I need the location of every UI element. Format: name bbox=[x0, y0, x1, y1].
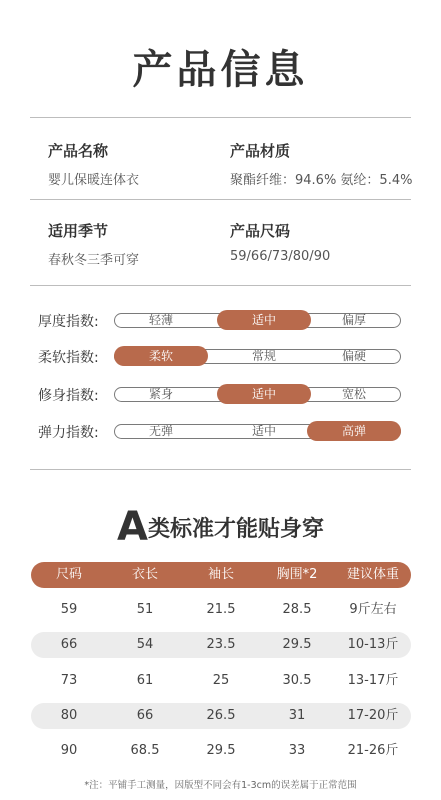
size-headline bbox=[0, 504, 441, 550]
headline-text: 类标准才能贴身穿 bbox=[147, 517, 324, 542]
table-cell: 68.5 bbox=[130, 743, 160, 758]
table-cell: 80 bbox=[60, 708, 78, 723]
table-cell: 17-20斤 bbox=[347, 708, 399, 723]
metric-option-selected: 适中 bbox=[217, 310, 311, 330]
metric-option: 紧身 bbox=[148, 387, 173, 401]
table-cell: 28.5 bbox=[282, 602, 312, 617]
table-cell: 29.5 bbox=[282, 637, 312, 652]
column-header: 建议体重 bbox=[346, 567, 399, 582]
info-sizes bbox=[230, 220, 420, 264]
metric-label: 柔软指数: bbox=[38, 350, 99, 366]
info-season bbox=[48, 220, 238, 268]
metric-scale bbox=[114, 387, 401, 402]
metric-row bbox=[38, 383, 402, 405]
info-label: 产品材质 bbox=[230, 142, 291, 160]
metric-scale bbox=[114, 349, 401, 364]
divider bbox=[30, 199, 411, 200]
info-label: 产品尺码 bbox=[230, 222, 291, 240]
table-cell: 30.5 bbox=[282, 673, 312, 688]
table-cell: 9斤左右 bbox=[349, 602, 397, 617]
metric-label: 弹力指数: bbox=[38, 425, 99, 441]
info-value: 婴儿保暖连体衣 bbox=[48, 173, 140, 188]
table-cell: 90 bbox=[60, 743, 78, 758]
metric-option: 偏厚 bbox=[341, 313, 366, 327]
table-cell: 13-17斤 bbox=[347, 673, 399, 688]
table-cell: 26.5 bbox=[206, 708, 236, 723]
table-row bbox=[31, 597, 411, 623]
column-header: 衣长 bbox=[131, 567, 158, 582]
table-cell: 10-13斤 bbox=[347, 637, 399, 652]
metric-option-selected: 柔软 bbox=[114, 346, 208, 366]
metric-scale bbox=[114, 424, 401, 439]
metric-option: 无弹 bbox=[148, 424, 173, 438]
metric-row bbox=[38, 309, 402, 331]
info-label: 产品名称 bbox=[48, 142, 109, 160]
page-title: 产品信息 bbox=[132, 47, 309, 93]
table-row bbox=[31, 738, 411, 764]
metric-row bbox=[38, 345, 402, 367]
table-cell: 21-26斤 bbox=[347, 743, 399, 758]
metric-label: 厚度指数: bbox=[38, 314, 99, 330]
table-cell: 31 bbox=[288, 708, 306, 723]
metric-option: 常规 bbox=[251, 349, 276, 363]
info-product-name bbox=[48, 140, 238, 188]
divider bbox=[30, 469, 411, 470]
metric-label: 修身指数: bbox=[38, 388, 99, 404]
metric-option-selected: 适中 bbox=[217, 384, 311, 404]
table-cell: 29.5 bbox=[206, 743, 236, 758]
table-cell: 23.5 bbox=[206, 637, 236, 652]
table-cell: 21.5 bbox=[206, 602, 236, 617]
info-value: 春秋冬三季可穿 bbox=[48, 253, 140, 268]
metric-option: 偏硬 bbox=[341, 349, 366, 363]
table-row bbox=[31, 703, 411, 729]
info-value: 聚酯纤维：94.6% 氨纶：5.4% bbox=[230, 173, 413, 188]
divider bbox=[30, 117, 411, 118]
metric-scale bbox=[114, 313, 401, 328]
info-material bbox=[230, 140, 420, 188]
metric-option: 宽松 bbox=[341, 387, 366, 401]
table-cell: 51 bbox=[136, 602, 154, 617]
table-cell: 25 bbox=[212, 673, 230, 688]
metric-option: 适中 bbox=[251, 424, 276, 438]
column-header: 袖长 bbox=[207, 567, 234, 582]
metric-option: 轻薄 bbox=[148, 313, 173, 327]
column-header: 尺码 bbox=[55, 567, 82, 582]
table-cell: 54 bbox=[136, 637, 154, 652]
table-cell: 66 bbox=[136, 708, 154, 723]
table-cell: 33 bbox=[288, 743, 306, 758]
headline-letter: A bbox=[117, 504, 148, 550]
table-row bbox=[31, 668, 411, 694]
info-label: 适用季节 bbox=[48, 222, 109, 240]
table-row bbox=[31, 632, 411, 658]
table-cell: 73 bbox=[60, 673, 78, 688]
metric-row bbox=[38, 420, 402, 442]
info-value: 59/66/73/80/90 bbox=[230, 249, 331, 264]
table-cell: 61 bbox=[136, 673, 154, 688]
table-cell: 66 bbox=[60, 637, 78, 652]
table-cell: 59 bbox=[60, 602, 78, 617]
divider bbox=[30, 285, 411, 286]
measurement-note: *注：平铺手工测量，因版型不同会有1-3cm的误差属于正常范围 bbox=[84, 780, 357, 791]
column-header: 胸围*2 bbox=[276, 567, 318, 582]
metric-option-selected: 高弹 bbox=[307, 421, 401, 441]
size-table-header bbox=[31, 562, 411, 588]
